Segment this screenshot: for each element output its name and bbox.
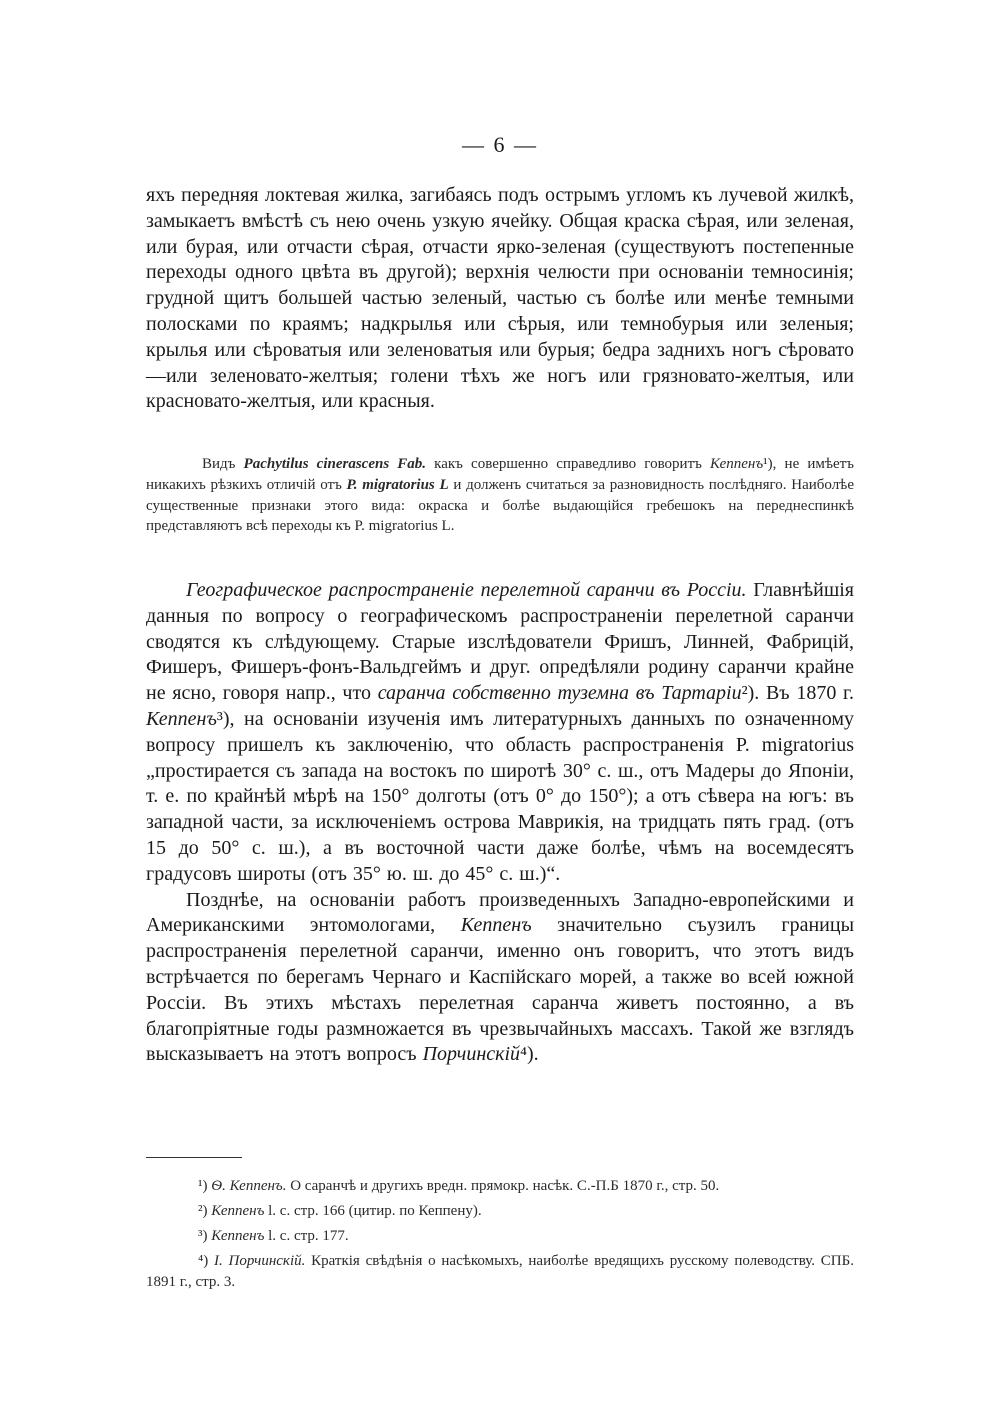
- species-name: P. migratorius L: [346, 476, 449, 493]
- footnote-number: ²): [198, 1203, 208, 1219]
- footnote-author: Кеппенъ: [211, 1228, 265, 1244]
- text-run: значительно съузилъ границы распространенія перелетной саранчи, именно онъ говоритъ, что этотъ видъ встрѣчается по берегамъ Чернаго и Каспійскаго морей, а также во всей южной Россіи. Въ этихъ мѣстахъ перелетная саранча живетъ постоянно, а въ благопріятные годы размножается въ чрезвычайныхъ массахъ. Такой же взглядъ высказываетъ на этотъ вопросъ: [146, 914, 855, 1066]
- footnotes: [146, 1176, 854, 1297]
- footnote-author: I. Порчинскій.: [214, 1253, 306, 1269]
- footnote-ref: ⁴): [520, 1043, 534, 1066]
- paragraph-description: [146, 183, 854, 415]
- footnote: [146, 1251, 854, 1293]
- footnote-text: l. c. стр. 166 (цитир. по Кеппену).: [264, 1203, 482, 1219]
- small-print-text: [146, 454, 854, 537]
- small-print-note: [146, 454, 854, 537]
- footnote-author: Ѳ. Кеппенъ.: [211, 1178, 287, 1194]
- text-run: Главнѣйшія данныя по вопросу о географическомъ распространеніи перелетной саранчи сводятся къ слѣдующему. Старые изслѣдователи Фришъ, Линней, Фабрицій, Фишеръ, Фишеръ-фонъ-Вальдгеймъ и друг. опредѣляли родину саранчи крайне не ясно, говоря напр., что: [146, 579, 854, 705]
- text-run: .: [533, 1043, 539, 1066]
- footnote: [146, 1176, 854, 1197]
- quote-italic: саранча собственно туземна въ Тартаріи: [377, 682, 742, 705]
- footnote-text: О саранчѣ и другихъ вредн. прямокр. насѣк. С.-П.Б 1870 г., стр. 50.: [286, 1178, 720, 1194]
- footnote-ref: ²): [741, 682, 755, 705]
- section-heading: Географическое распространеніе перелетной саранчи въ Россіи.: [186, 579, 747, 601]
- footnote-text: l. c. стр. 177.: [264, 1228, 349, 1244]
- author-name: Кеппенъ: [460, 914, 532, 937]
- footnote-divider: [146, 1157, 242, 1158]
- footnote-ref: ³): [216, 707, 230, 730]
- footnote-author: Кеппенъ: [211, 1203, 265, 1219]
- text-run: . Въ 1870 г.: [754, 682, 855, 705]
- page-number: — 6 —: [462, 132, 538, 157]
- footnote: [146, 1201, 854, 1222]
- text-run: и долженъ считаться за разновидность послѣдняго. Наиболѣе существенные признаки этого вида: окраска и болѣе выдающійся гребешокъ на переднеспинкѣ представляютъ всѣ переходы къ P. migratorius L.: [146, 476, 854, 535]
- footnote-ref: ¹): [763, 456, 773, 472]
- text-run: Позднѣе, на основаніи работъ произведенныхъ Западно-европейскими и Американскими энтомологами,: [146, 888, 854, 937]
- footnote-number: ³): [198, 1228, 208, 1244]
- author-name: Кеппенъ: [146, 707, 217, 730]
- text-run: какъ совершенно справедливо говоритъ: [426, 456, 711, 472]
- footnote-text: Краткія свѣдѣнія о насѣкомыхъ, наиболѣе вредящихъ русскому полеводству. СПБ. 1891 г., стр. 3.: [146, 1253, 854, 1290]
- text-run: , на основаніи изученія имъ литературныхъ данныхъ по означенному вопросу пришелъ къ заключенію, что область распространенія P. migratorius „простирается съ запада на востокъ по широтѣ 30° с. ш., отъ Мадеры до Японіи, т. е. по крайнѣй мѣрѣ на 150° долготы (отъ 0° до 150°); а отъ сѣвера на югъ: въ западной части, за исключеніемъ острова Маврикія, на тридцать пять град. (отъ 15 до 50° с. ш.), а въ восточной части даже болѣе, чѣмъ на восемдесятъ градусовъ широты (отъ 35° ю. ш. до 45° с. ш.)“.: [146, 707, 854, 885]
- footnote-number: ¹): [198, 1178, 208, 1194]
- paragraph-later: [146, 888, 854, 1069]
- text-run: Видъ: [202, 456, 244, 472]
- species-name: Pachytilus cinerascens Fab.: [243, 456, 427, 472]
- author-name: Кеппенъ: [710, 456, 764, 472]
- footnote: [146, 1226, 854, 1247]
- paragraph-text: яхъ передняя локтевая жилка, загибаясь подъ острымъ угломъ къ лучевой жилкѣ, замыкаетъ вмѣстѣ съ нею очень узкую ячейку. Общая краска сѣрая, или зеленая, или бурая, или отчасти сѣрая, отчасти ярко-зеленая (существуютъ постепенные переходы одного цвѣта въ другой); верхнія челюсти при основаніи темносинія; грудной щитъ большей частью зеленый, частью съ болѣе или менѣе темными полосками по краямъ; надкрылья или сѣрыя, или темнобурыя или зеленыя; крылья или сѣроватыя или зеленоватыя или бурыя; бедра заднихъ ногъ сѣровато—или зеленовато-желтыя; голени тѣхъ же ногъ или грязновато-желтыя, или красновато-желтыя, или красныя.: [146, 184, 854, 413]
- footnote-number: ⁴): [198, 1253, 209, 1269]
- text-run: , не имѣетъ никакихъ рѣзкихъ отличій отъ: [146, 456, 854, 493]
- paragraph-geography: [146, 578, 854, 888]
- section-geography: [146, 578, 854, 1068]
- author-name: Порчинскій: [422, 1043, 521, 1066]
